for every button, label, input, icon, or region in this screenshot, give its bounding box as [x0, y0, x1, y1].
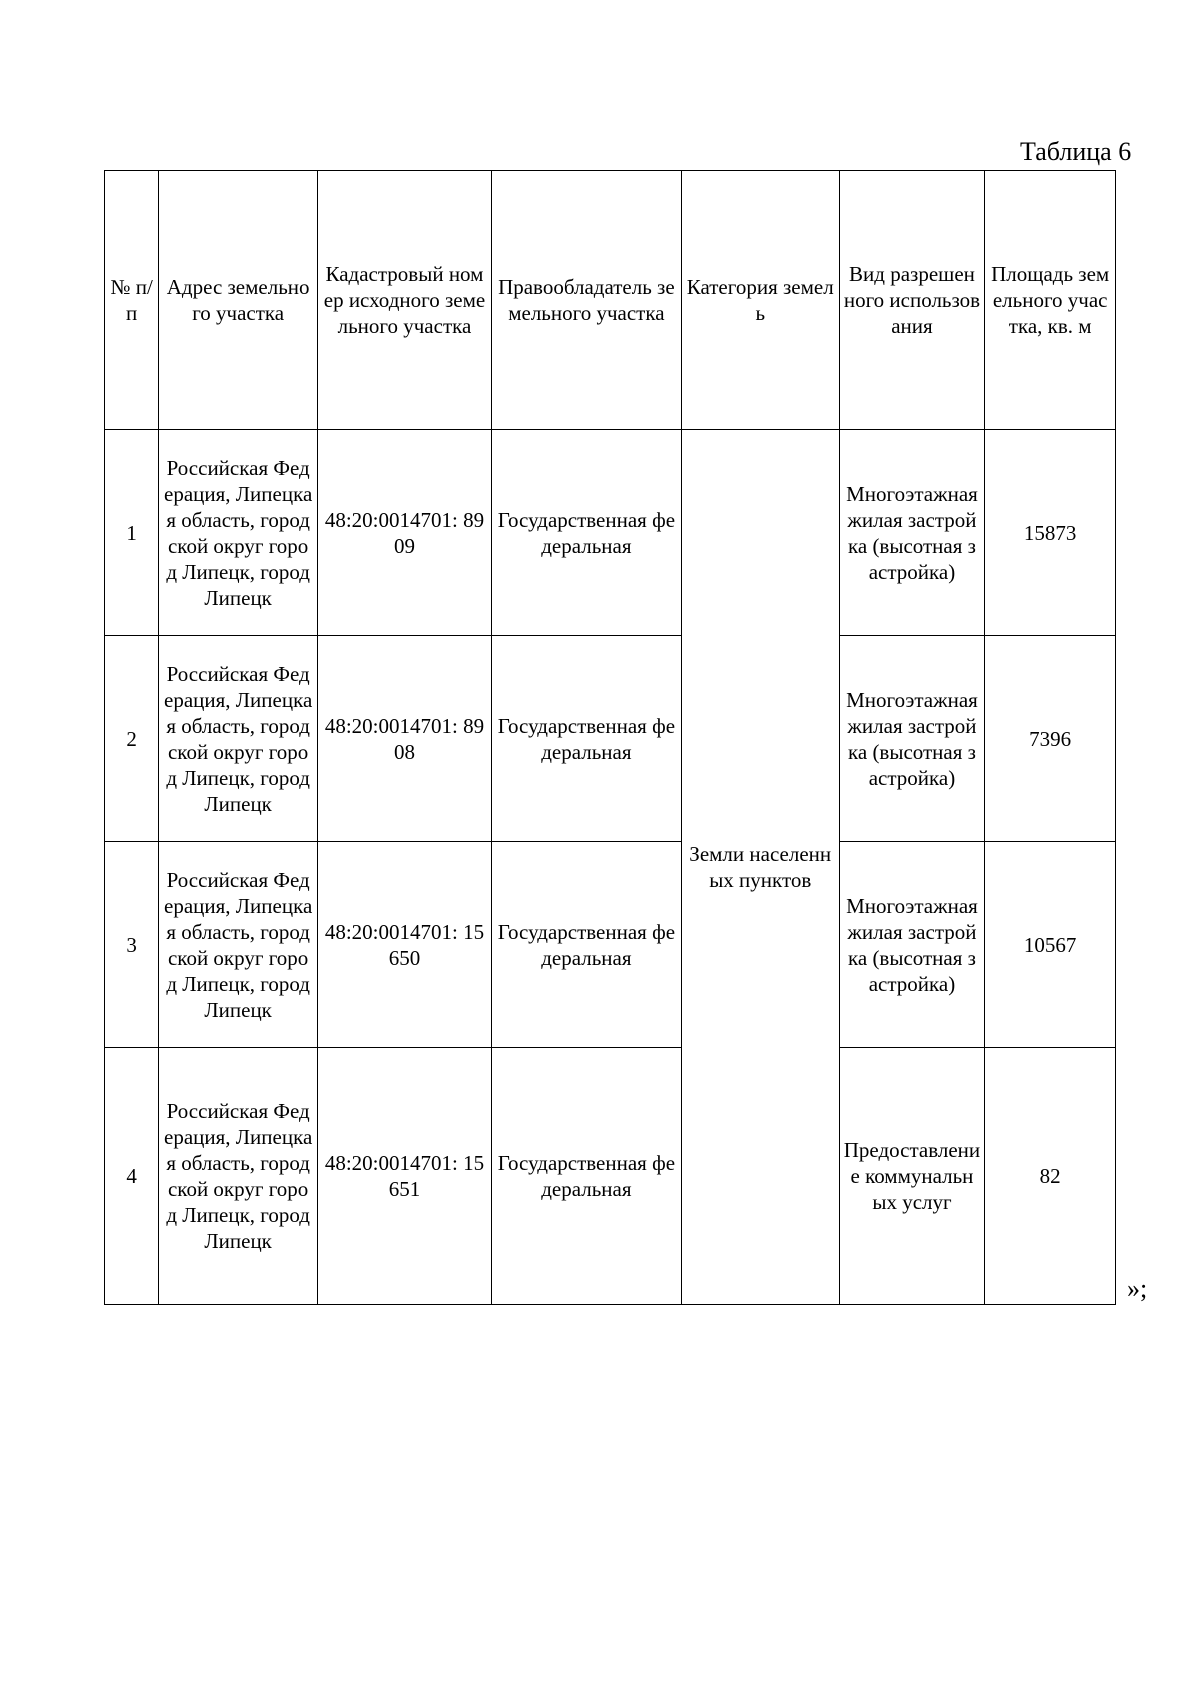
cell-owner: Государственная федеральная	[491, 636, 681, 842]
cell-address: Российская Федерация, Липецкая область, городской округ город Липецк, город Липецк	[159, 842, 318, 1048]
cell-address: Российская Федерация, Липецкая область, городской округ город Липецк, город Липецк	[159, 636, 318, 842]
table-row	[105, 1048, 1116, 1305]
cell-cadastral: 48:20:0014701: 15650	[318, 842, 492, 1048]
table-header-row	[105, 171, 1116, 430]
header-owner: Правообладатель земельного участка	[491, 171, 681, 430]
cell-area: 7396	[985, 636, 1116, 842]
cell-num: 3	[105, 842, 159, 1048]
header-num: № п/п	[105, 171, 159, 430]
table-row	[105, 430, 1116, 636]
cell-category: Земли населенных пунктов	[681, 430, 839, 1305]
table-row	[105, 842, 1116, 1048]
cell-area: 82	[985, 1048, 1116, 1305]
cell-usage: Многоэтажная жилая застройка (высотная застройка)	[839, 842, 985, 1048]
cell-cadastral: 48:20:0014701: 8909	[318, 430, 492, 636]
header-address: Адрес земельного участка	[159, 171, 318, 430]
header-area: Площадь земельного участка, кв. м	[985, 171, 1116, 430]
cell-address: Российская Федерация, Липецкая область, городской округ город Липецк, город Липецк	[159, 1048, 318, 1305]
cell-area: 10567	[985, 842, 1116, 1048]
header-cadastral: Кадастровый номер исходного земельного участка	[318, 171, 492, 430]
cell-owner: Государственная федеральная	[491, 1048, 681, 1305]
header-usage: Вид разрешенного использования	[839, 171, 985, 430]
header-category: Категория земель	[681, 171, 839, 430]
cell-usage: Многоэтажная жилая застройка (высотная застройка)	[839, 636, 985, 842]
cell-num: 4	[105, 1048, 159, 1305]
cell-num: 1	[105, 430, 159, 636]
cell-owner: Государственная федеральная	[491, 842, 681, 1048]
cell-num: 2	[105, 636, 159, 842]
cell-usage: Предоставление коммунальных услуг	[839, 1048, 985, 1305]
cell-area: 15873	[985, 430, 1116, 636]
closing-quote-mark: »;	[1127, 1274, 1148, 1303]
cell-usage: Многоэтажная жилая застройка (высотная застройка)	[839, 430, 985, 636]
land-plots-table	[104, 170, 1116, 1305]
cell-cadastral: 48:20:0014701: 15651	[318, 1048, 492, 1305]
table-caption: Таблица 6	[1020, 137, 1132, 166]
cell-owner: Государственная федеральная	[491, 430, 681, 636]
cell-cadastral: 48:20:0014701: 8908	[318, 636, 492, 842]
table-row	[105, 636, 1116, 842]
cell-address: Российская Федерация, Липецкая область, городской округ город Липецк, город Липецк	[159, 430, 318, 636]
